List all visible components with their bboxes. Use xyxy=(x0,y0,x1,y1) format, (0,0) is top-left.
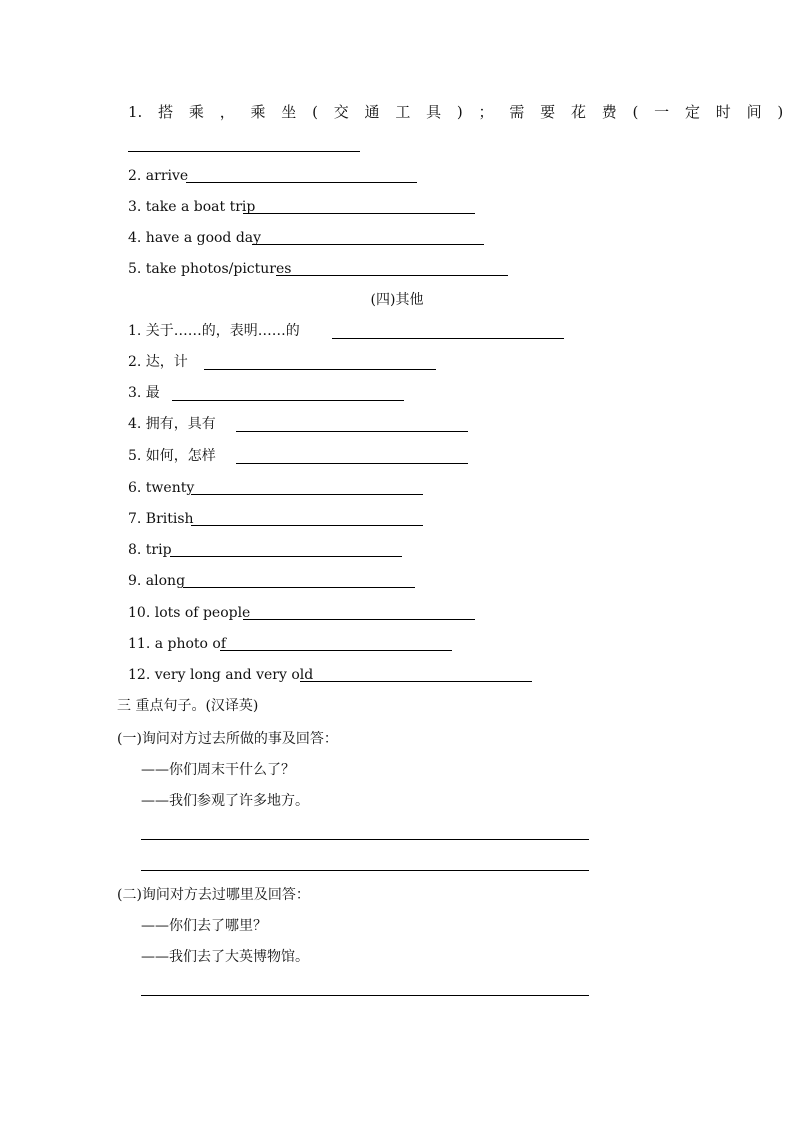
other-item: 9. along xyxy=(128,573,186,589)
transport-item: 5. take photos/pictures xyxy=(128,261,292,277)
other-item: 3. 最 xyxy=(128,385,160,401)
answer-blank[interactable] xyxy=(191,494,423,495)
answer-line[interactable] xyxy=(141,870,589,871)
other-item: 6. twenty xyxy=(128,480,195,496)
transport-item: 2. arrive xyxy=(128,168,189,184)
other-item: 1. 关于……的，表明……的 xyxy=(128,323,300,339)
answer-line[interactable] xyxy=(141,995,589,996)
transport-item: 3. take a boat trip xyxy=(128,199,256,215)
dialogue-answer: ——我们参观了许多地方。 xyxy=(141,793,309,809)
answer-blank[interactable] xyxy=(183,587,415,588)
answer-blank[interactable] xyxy=(172,400,404,401)
section-heading-sentences: 三 重点句子。(汉译英) xyxy=(117,698,259,714)
answer-blank[interactable] xyxy=(243,213,475,214)
item-number: 1. xyxy=(128,103,143,121)
section-heading-other: (四)其他 xyxy=(370,292,424,308)
transport-item-1: 1. 搭 乘 ， 乘 坐 ( 交 通 工 具 ) ； 需 要 花 费 ( 一 定 时 间 ) xyxy=(128,103,784,121)
other-item: 11. a photo of xyxy=(128,636,227,652)
dialogue-answer: ——我们去了大英博物馆。 xyxy=(141,949,309,965)
dialogue-question: ——你们周末干什么了？ xyxy=(141,762,295,778)
answer-blank[interactable] xyxy=(300,681,532,682)
other-item: 12. very long and very old xyxy=(128,667,314,683)
answer-blank[interactable] xyxy=(236,463,468,464)
answer-blank[interactable] xyxy=(128,151,360,152)
other-item: 8. trip xyxy=(128,542,172,558)
sentence-part-title: (一)询问对方过去所做的事及回答： xyxy=(117,731,338,747)
answer-blank[interactable] xyxy=(204,369,436,370)
sentence-part-title: (二)询问对方去过哪里及回答： xyxy=(117,887,310,903)
other-item: 5. 如何，怎样 xyxy=(128,448,216,464)
other-item: 4. 拥有，具有 xyxy=(128,416,216,432)
answer-blank[interactable] xyxy=(236,431,468,432)
dialogue-question: ——你们去了哪里？ xyxy=(141,918,267,934)
answer-blank[interactable] xyxy=(276,275,508,276)
other-item: 7. British xyxy=(128,511,194,527)
answer-blank[interactable] xyxy=(252,244,484,245)
other-item: 10. lots of people xyxy=(128,605,251,621)
answer-line[interactable] xyxy=(141,839,589,840)
other-item: 2. 达，计 xyxy=(128,354,188,370)
answer-blank[interactable] xyxy=(170,556,402,557)
answer-blank[interactable] xyxy=(220,650,452,651)
answer-blank[interactable] xyxy=(243,619,475,620)
transport-item: 4. have a good day xyxy=(128,230,262,246)
answer-blank[interactable] xyxy=(186,182,417,183)
answer-blank[interactable] xyxy=(191,525,423,526)
answer-blank[interactable] xyxy=(332,338,564,339)
